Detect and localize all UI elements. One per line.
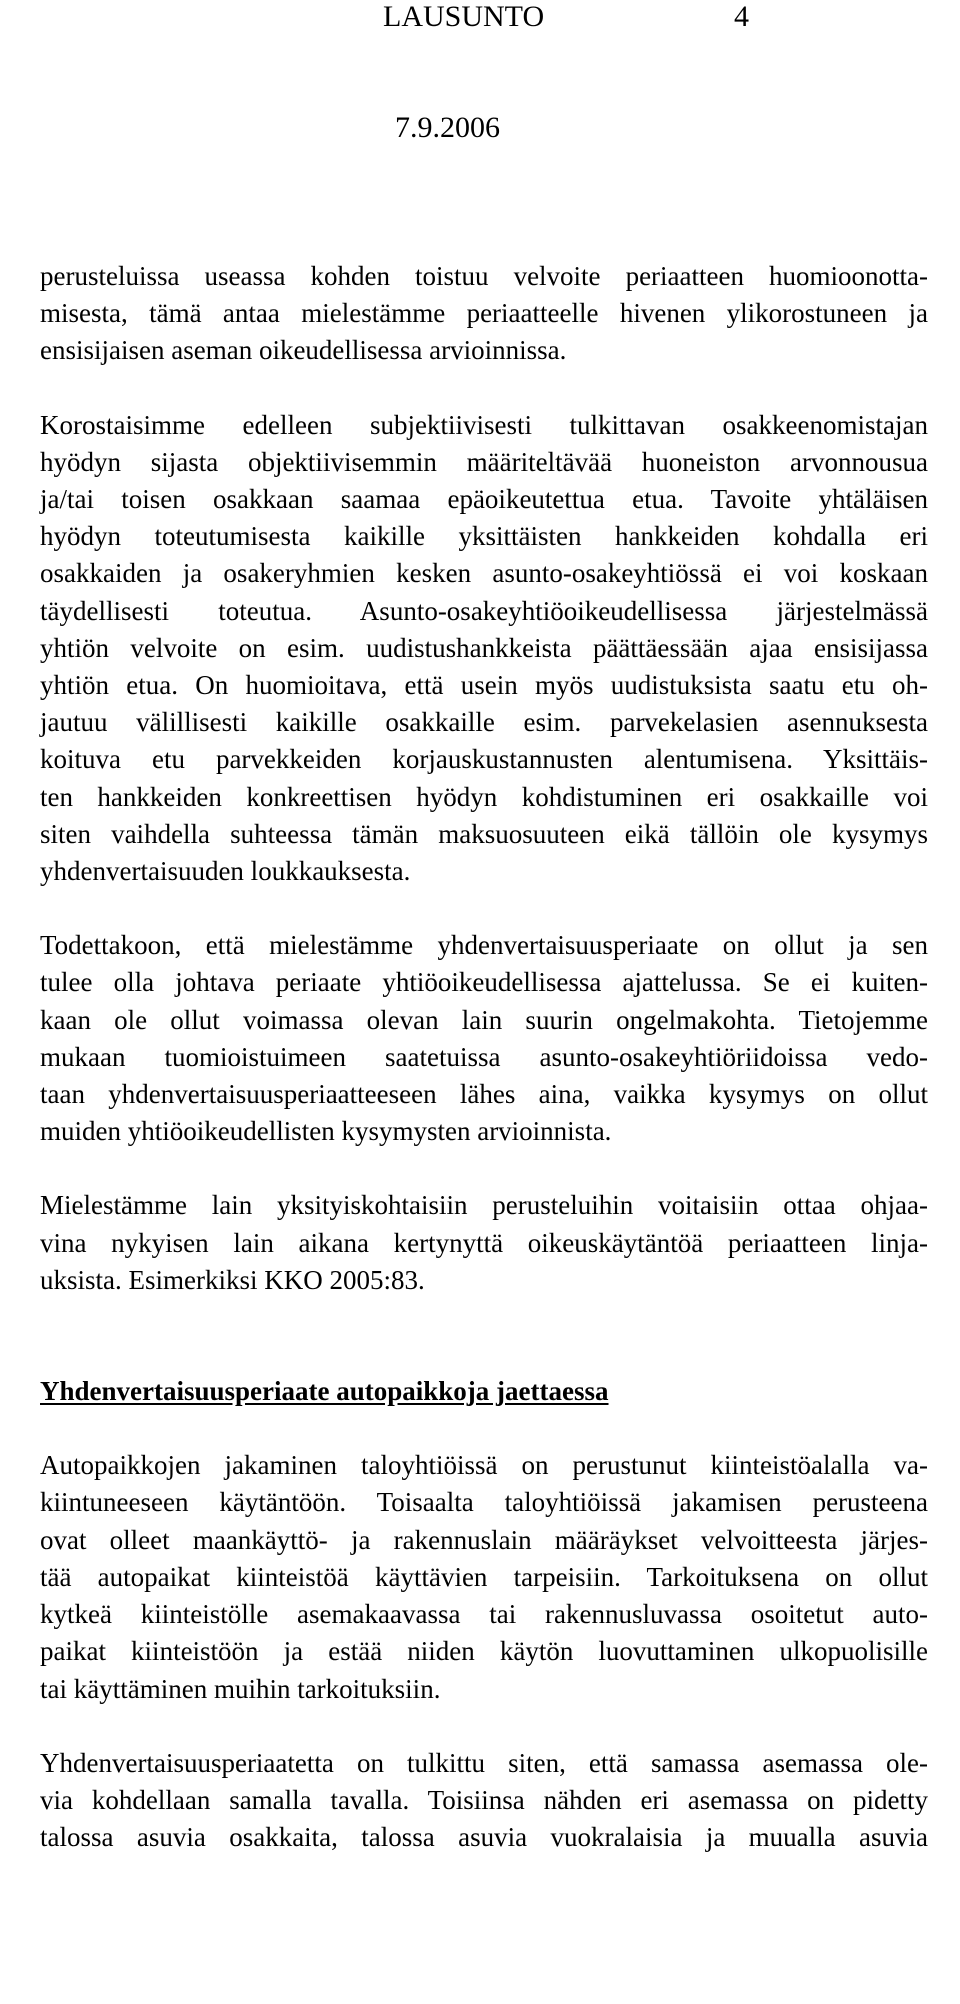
text-line: hyödyn sijasta objektiivisemmin määriteltävää huoneiston arvonnousua [40,446,928,477]
section-paragraph-1 [40,1447,928,1707]
text-line: vina nykyisen lain aikana kertynyttä oikeuskäytäntöä periaatteen linja- [40,1227,928,1258]
text-line: hyödyn toteutumisesta kaikille yksittäisten hankkeiden kohdalla eri [40,521,928,552]
paragraph-3 [40,927,928,1150]
text-line: perusteluissa useassa kohden toistuu velvoite periaatteen huomioonotta- [40,261,928,291]
text-line: jautuu välillisesti kaikille osakkaille esim. parvekelasien asennuksesta [40,707,928,738]
text-line: Yhdenvertaisuusperiaatetta on tulkittu siten, että samassa asemassa ole- [40,1747,928,1778]
text-line: Mielestämme lain yksityiskohtaisiin perusteluihin voitaisiin ottaa ohjaa- [40,1190,928,1221]
text-line: via kohdellaan samalla tavalla. Toisiinsa nähden eri asemassa on pidetty [40,1784,928,1815]
paragraph-4 [40,1187,928,1299]
text-line: talossa asuvia osakkaita, talossa asuvia vuokralaisia ja muualla asuvia [40,1822,928,1853]
text-line: tai käyttäminen muihin tarkoituksiin. [40,1673,441,1704]
text-line: tää autopaikat kiinteistöä käyttävien tarpeisiin. Tarkoituksena on ollut [40,1561,928,1592]
text-line: yhtiön etua. On huomioitava, että usein myös uudistuksista saatu etu oh- [40,670,928,701]
document-label: LAUSUNTO [383,0,545,33]
text-line: ovat olleet maankäyttö- ja rakennuslain määräykset velvoitteesta järjes- [40,1524,928,1555]
text-line: ensisijaisen aseman oikeudellisessa arvioinnissa. [40,335,567,366]
text-line: kiintuneeseen käytäntöön. Toisaalta taloyhtiöissä jakamisen perusteena [40,1487,928,1518]
text-line: misesta, tämä antaa mielestämme periaatteelle hivenen ylikorostuneen ja [40,298,928,329]
page-number: 4 [734,0,749,33]
text-line: ja/tai toisen osakkaan saamaa epäoikeutettua etua. Tavoite yhtäläisen [40,484,928,515]
text-line: taan yhdenvertaisuusperiaatteeseen lähes aina, vaikka kysymys on ollut [40,1079,928,1110]
text-line: mukaan tuomioistuimeen saatetuissa asunto-osakeyhtiöriidoissa vedo- [40,1041,928,1072]
text-line: muiden yhtiöoikeudellisten kysymysten arvioinnista. [40,1116,612,1147]
text-line: ten hankkeiden konkreettisen hyödyn kohdistuminen eri osakkaille voi [40,781,928,812]
text-line: uksista. Esimerkiksi KKO 2005:83. [40,1264,425,1295]
text-line: siten vaihdella suhteessa tämän maksuosuuteen eikä tällöin ole kysymys [40,818,928,849]
text-line: koituva etu parvekkeiden korjauskustannusten alentumisena. Yksittäis- [40,744,928,775]
text-line: tulee olla johtava periaate yhtiöoikeudellisessa ajattelussa. Se ei kuiten- [40,967,928,998]
text-line: yhtiön velvoite on esim. uudistushankkeista päättäessään ajaa ensisijassa [40,632,928,663]
text-line: yhdenvertaisuuden loukkauksesta. [40,856,411,887]
paragraph-2 [40,407,928,891]
text-line: täydellisesti toteutua. Asunto-osakeyhtiöoikeudellisessa järjestelmässä [40,595,928,626]
document-body [40,258,928,1856]
text-line: osakkaiden ja osakeryhmien kesken asunto-osakeyhtiössä ei voi koskaan [40,558,928,589]
text-line: kytkeä kiinteistölle asemakaavassa tai rakennusluvassa osoitetut auto- [40,1599,928,1630]
text-line: Korostaisimme edelleen subjektiivisesti tulkittavan osakkeenomistajan [40,409,928,440]
document-date: 7.9.2006 [395,111,500,144]
text-line: Todettakoon, että mielestämme yhdenvertaisuusperiaate on ollut ja sen [40,930,928,961]
text-line: Autopaikkojen jakaminen taloyhtiöissä on perustunut kiinteistöalalla va- [40,1450,928,1481]
paragraph-1 [40,258,928,370]
text-line: paikat kiinteistöön ja estää niiden käytön luovuttaminen ulkopuolisille [40,1636,928,1667]
text-line: kaan ole ollut voimassa olevan lain suurin ongelmakohta. Tietojemme [40,1004,928,1035]
section-paragraph-2 [40,1745,928,1857]
section-heading: Yhdenvertaisuusperiaate autopaikkoja jaettaessa [40,1376,609,1407]
